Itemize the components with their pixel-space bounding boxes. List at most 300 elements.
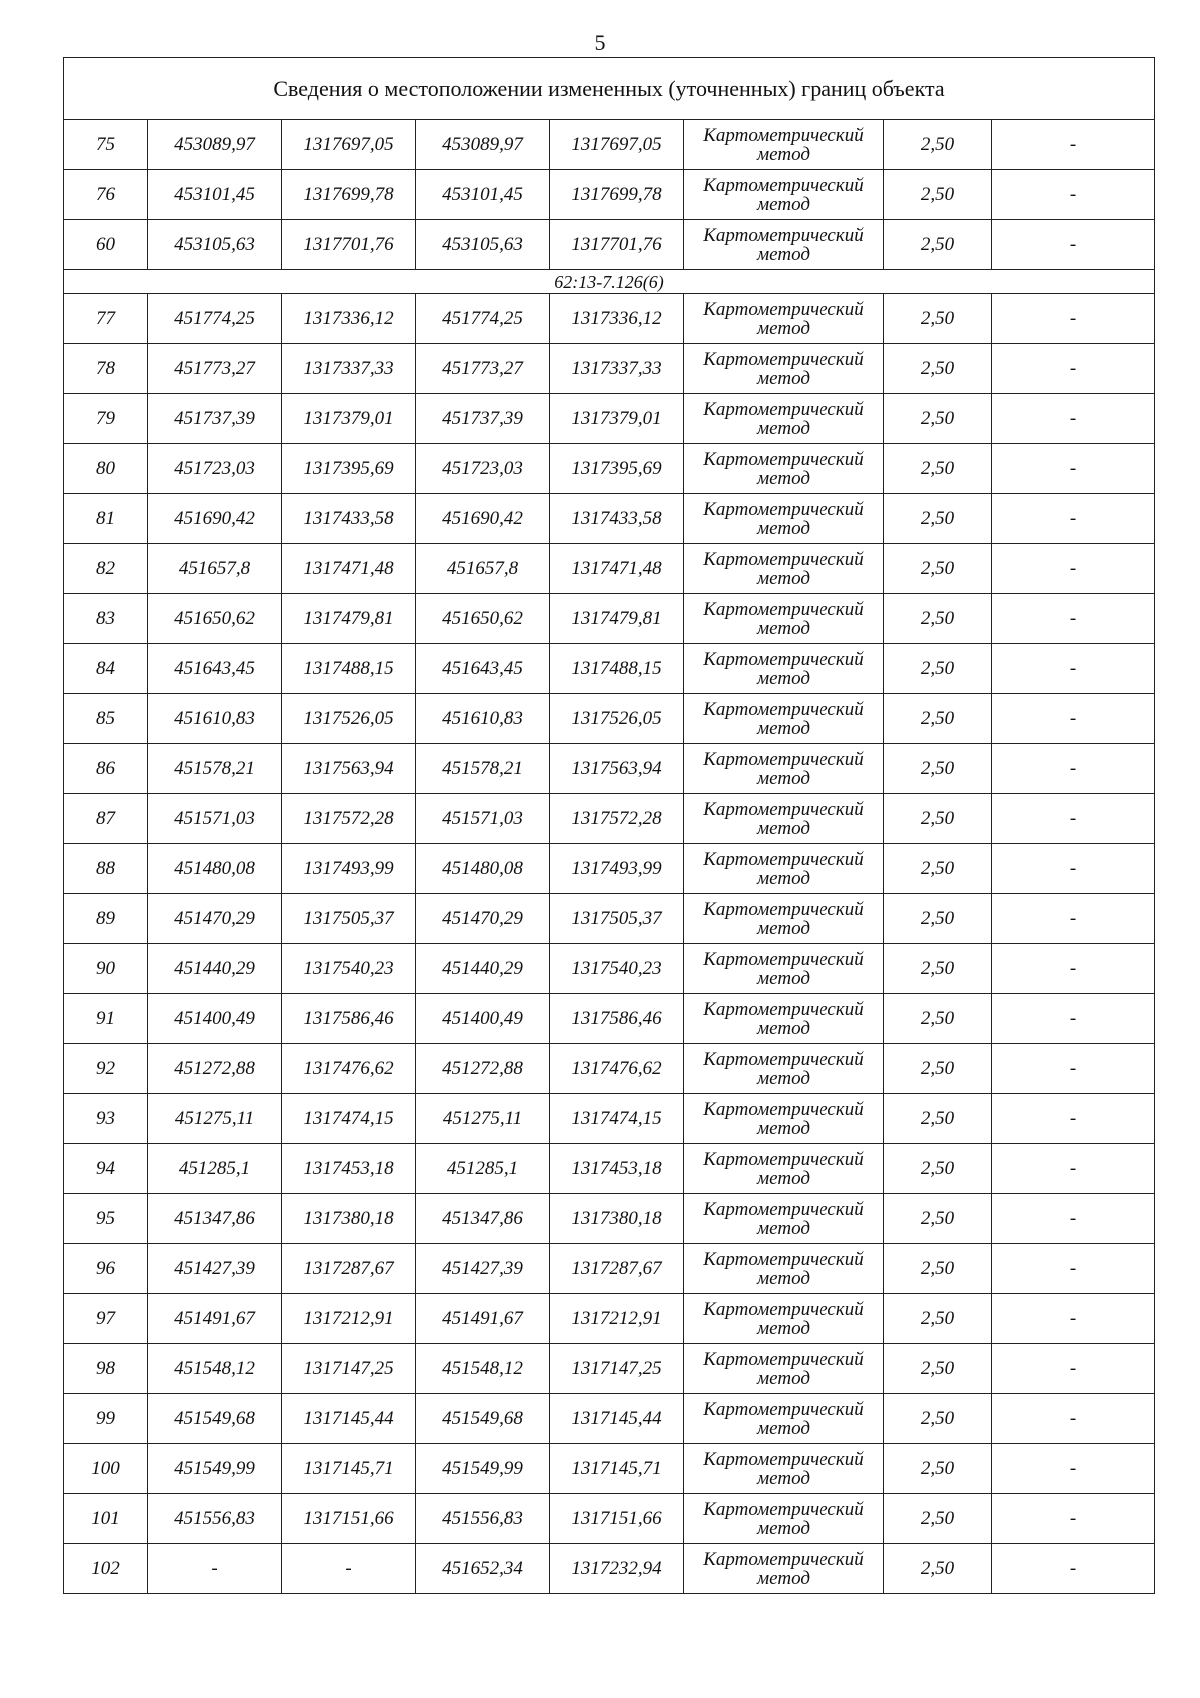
cell-existing-x: 451548,12: [148, 1344, 282, 1394]
method-line-2: метод: [757, 243, 810, 265]
cell-method: [684, 744, 884, 794]
cell-description: -: [992, 944, 1155, 994]
cell-existing-x: 451650,62: [148, 594, 282, 644]
cell-description: -: [992, 1194, 1155, 1244]
method-line-2: метод: [757, 1317, 810, 1339]
cell-refined-y: 1317147,25: [550, 1344, 684, 1394]
cell-point-number: 60: [64, 220, 148, 270]
cell-method: [684, 894, 884, 944]
cell-accuracy: 2,50: [884, 1244, 992, 1294]
cell-existing-x: 451347,86: [148, 1194, 282, 1244]
cell-accuracy: 2,50: [884, 794, 992, 844]
method-line-2: метод: [757, 1467, 810, 1489]
cell-description: -: [992, 444, 1155, 494]
cell-accuracy: 2,50: [884, 994, 992, 1044]
method-line-2: метод: [757, 1367, 810, 1389]
method-line-2: метод: [757, 567, 810, 589]
cell-refined-y: 1317287,67: [550, 1244, 684, 1294]
cell-method: [684, 170, 884, 220]
cell-description: -: [992, 170, 1155, 220]
method-line-1: Картометрический: [703, 1398, 864, 1420]
method-line-2: метод: [757, 1517, 810, 1539]
cell-existing-x: 451470,29: [148, 894, 282, 944]
cell-refined-y: 1317337,33: [550, 344, 684, 394]
method-line-1: Картометрический: [703, 348, 864, 370]
cell-method: [684, 844, 884, 894]
method-line-1: Картометрический: [703, 1248, 864, 1270]
table-row: [64, 220, 1155, 270]
table-row: [64, 994, 1155, 1044]
cell-refined-y: 1317336,12: [550, 294, 684, 344]
table-title-row: [64, 58, 1155, 120]
cell-refined-y: 1317540,23: [550, 944, 684, 994]
cell-point-number: 75: [64, 120, 148, 170]
cell-refined-x: 451272,88: [416, 1044, 550, 1094]
cell-accuracy: 2,50: [884, 1394, 992, 1444]
cell-description: -: [992, 1394, 1155, 1444]
cell-refined-x: 451275,11: [416, 1094, 550, 1144]
cell-refined-x: 451549,99: [416, 1444, 550, 1494]
method-line-2: метод: [757, 1217, 810, 1239]
cell-existing-y: 1317505,37: [282, 894, 416, 944]
table-row: [64, 444, 1155, 494]
table-row: [64, 394, 1155, 444]
cell-existing-y: 1317474,15: [282, 1094, 416, 1144]
section-row: [64, 270, 1155, 294]
cell-refined-x: 451285,1: [416, 1144, 550, 1194]
cell-accuracy: 2,50: [884, 1044, 992, 1094]
method-line-2: метод: [757, 517, 810, 539]
table-row: [64, 694, 1155, 744]
cell-existing-y: 1317151,66: [282, 1494, 416, 1544]
cell-description: -: [992, 1094, 1155, 1144]
method-line-1: Картометрический: [703, 498, 864, 520]
cell-accuracy: 2,50: [884, 894, 992, 944]
method-line-2: метод: [757, 617, 810, 639]
method-line-1: Картометрический: [703, 598, 864, 620]
table-row: [64, 1494, 1155, 1544]
table-row: [64, 544, 1155, 594]
cell-point-number: 78: [64, 344, 148, 394]
cell-existing-x: 451571,03: [148, 794, 282, 844]
cell-accuracy: 2,50: [884, 394, 992, 444]
cell-existing-x: 453089,97: [148, 120, 282, 170]
method-line-2: метод: [757, 717, 810, 739]
cell-method: [684, 1444, 884, 1494]
cell-method: [684, 544, 884, 594]
cell-method: [684, 494, 884, 544]
cell-refined-y: 1317395,69: [550, 444, 684, 494]
method-line-1: Картометрический: [703, 298, 864, 320]
cell-existing-y: 1317336,12: [282, 294, 416, 344]
method-line-1: Картометрический: [703, 1348, 864, 1370]
cell-existing-x: 451774,25: [148, 294, 282, 344]
cell-description: -: [992, 694, 1155, 744]
method-line-1: Картометрический: [703, 1098, 864, 1120]
cell-description: -: [992, 120, 1155, 170]
cell-existing-x: 451272,88: [148, 1044, 282, 1094]
table-row: [64, 1344, 1155, 1394]
cell-existing-y: 1317212,91: [282, 1294, 416, 1344]
cell-existing-y: 1317433,58: [282, 494, 416, 544]
cell-method: [684, 444, 884, 494]
method-line-2: метод: [757, 967, 810, 989]
cell-description: -: [992, 544, 1155, 594]
cell-description: -: [992, 1344, 1155, 1394]
cell-accuracy: 2,50: [884, 1544, 992, 1594]
cell-refined-x: 451427,39: [416, 1244, 550, 1294]
cell-existing-y: 1317287,67: [282, 1244, 416, 1294]
cell-existing-x: 453101,45: [148, 170, 282, 220]
cell-accuracy: 2,50: [884, 1344, 992, 1394]
cell-accuracy: 2,50: [884, 694, 992, 744]
table-row: [64, 644, 1155, 694]
method-line-2: метод: [757, 417, 810, 439]
cell-existing-x: 451275,11: [148, 1094, 282, 1144]
cell-accuracy: 2,50: [884, 944, 992, 994]
method-line-2: метод: [757, 817, 810, 839]
cell-refined-x: 451737,39: [416, 394, 550, 444]
cell-method: [684, 344, 884, 394]
cell-refined-x: 451571,03: [416, 794, 550, 844]
cell-existing-x: 451549,99: [148, 1444, 282, 1494]
cell-description: -: [992, 1494, 1155, 1544]
cell-method: [684, 120, 884, 170]
method-line-2: метод: [757, 1567, 810, 1589]
cell-refined-y: 1317145,71: [550, 1444, 684, 1494]
cell-existing-x: 451657,8: [148, 544, 282, 594]
method-line-1: Картометрический: [703, 898, 864, 920]
cell-accuracy: 2,50: [884, 1494, 992, 1544]
cell-existing-y: 1317699,78: [282, 170, 416, 220]
cell-refined-y: 1317380,18: [550, 1194, 684, 1244]
cell-refined-x: 453101,45: [416, 170, 550, 220]
cell-point-number: 99: [64, 1394, 148, 1444]
cell-refined-y: 1317699,78: [550, 170, 684, 220]
cell-point-number: 90: [64, 944, 148, 994]
cell-method: [684, 220, 884, 270]
method-line-1: Картометрический: [703, 548, 864, 570]
cell-description: -: [992, 294, 1155, 344]
boundary-coordinates-table: [63, 57, 1155, 1594]
cell-point-number: 92: [64, 1044, 148, 1094]
cell-refined-x: 451690,42: [416, 494, 550, 544]
cell-accuracy: 2,50: [884, 644, 992, 694]
cell-method: [684, 644, 884, 694]
cell-method: [684, 1244, 884, 1294]
method-line-1: Картометрический: [703, 698, 864, 720]
cell-existing-x: 451427,39: [148, 1244, 282, 1294]
method-line-2: метод: [757, 1267, 810, 1289]
cell-method: [684, 1294, 884, 1344]
cell-existing-x: 451491,67: [148, 1294, 282, 1344]
cell-point-number: 76: [64, 170, 148, 220]
method-line-1: Картометрический: [703, 848, 864, 870]
cell-refined-x: 451643,45: [416, 644, 550, 694]
cell-method: [684, 694, 884, 744]
cell-existing-x: 451440,29: [148, 944, 282, 994]
cell-accuracy: 2,50: [884, 1444, 992, 1494]
method-line-2: метод: [757, 1417, 810, 1439]
method-line-1: Картометрический: [703, 1198, 864, 1220]
cell-method: [684, 1044, 884, 1094]
table-row: [64, 1544, 1155, 1594]
method-line-1: Картометрический: [703, 948, 864, 970]
method-line-2: метод: [757, 667, 810, 689]
cell-point-number: 86: [64, 744, 148, 794]
cell-refined-x: 451440,29: [416, 944, 550, 994]
cell-point-number: 102: [64, 1544, 148, 1594]
cell-refined-x: 453105,63: [416, 220, 550, 270]
method-line-2: метод: [757, 1067, 810, 1089]
cell-existing-y: 1317379,01: [282, 394, 416, 444]
cell-existing-y: 1317572,28: [282, 794, 416, 844]
cell-description: -: [992, 744, 1155, 794]
cell-existing-y: 1317493,99: [282, 844, 416, 894]
cell-refined-x: 451650,62: [416, 594, 550, 644]
cell-refined-x: 451470,29: [416, 894, 550, 944]
cell-refined-y: 1317572,28: [550, 794, 684, 844]
cell-point-number: 93: [64, 1094, 148, 1144]
cell-refined-y: 1317701,76: [550, 220, 684, 270]
method-line-1: Картометрический: [703, 748, 864, 770]
table-row: [64, 594, 1155, 644]
cell-existing-x: 451556,83: [148, 1494, 282, 1544]
cell-existing-y: 1317540,23: [282, 944, 416, 994]
cell-existing-y: 1317476,62: [282, 1044, 416, 1094]
cell-existing-x: 451480,08: [148, 844, 282, 894]
cell-refined-x: 451773,27: [416, 344, 550, 394]
cell-method: [684, 1344, 884, 1394]
cell-description: -: [992, 844, 1155, 894]
cell-description: -: [992, 794, 1155, 844]
table-row: [64, 294, 1155, 344]
cell-description: -: [992, 1144, 1155, 1194]
cell-point-number: 88: [64, 844, 148, 894]
cell-existing-y: 1317147,25: [282, 1344, 416, 1394]
cell-description: -: [992, 1294, 1155, 1344]
cell-point-number: 81: [64, 494, 148, 544]
method-line-2: метод: [757, 143, 810, 165]
table-row: [64, 1444, 1155, 1494]
cell-method: [684, 1144, 884, 1194]
table-row: [64, 844, 1155, 894]
cell-existing-y: 1317526,05: [282, 694, 416, 744]
cell-method: [684, 994, 884, 1044]
cell-refined-x: 451556,83: [416, 1494, 550, 1544]
cell-refined-x: 451774,25: [416, 294, 550, 344]
cell-refined-y: 1317453,18: [550, 1144, 684, 1194]
cell-method: [684, 594, 884, 644]
method-line-1: Картометрический: [703, 1048, 864, 1070]
cell-existing-x: 451578,21: [148, 744, 282, 794]
method-line-1: Картометрический: [703, 1548, 864, 1570]
cell-refined-y: 1317471,48: [550, 544, 684, 594]
cell-existing-x: 451643,45: [148, 644, 282, 694]
cell-method: [684, 1394, 884, 1444]
cell-refined-y: 1317505,37: [550, 894, 684, 944]
cell-point-number: 97: [64, 1294, 148, 1344]
cell-refined-x: 451347,86: [416, 1194, 550, 1244]
method-line-1: Картометрический: [703, 224, 864, 246]
method-line-2: метод: [757, 467, 810, 489]
method-line-1: Картометрический: [703, 998, 864, 1020]
cell-refined-x: 451657,8: [416, 544, 550, 594]
cell-existing-y: 1317453,18: [282, 1144, 416, 1194]
cell-point-number: 77: [64, 294, 148, 344]
cell-refined-x: 451578,21: [416, 744, 550, 794]
table-row: [64, 120, 1155, 170]
cell-existing-x: 451773,27: [148, 344, 282, 394]
cell-refined-y: 1317586,46: [550, 994, 684, 1044]
cell-existing-y: 1317337,33: [282, 344, 416, 394]
cell-point-number: 95: [64, 1194, 148, 1244]
cell-accuracy: 2,50: [884, 1294, 992, 1344]
table-row: [64, 170, 1155, 220]
cell-refined-y: 1317563,94: [550, 744, 684, 794]
cell-refined-y: 1317379,01: [550, 394, 684, 444]
cell-existing-x: 451737,39: [148, 394, 282, 444]
cell-point-number: 82: [64, 544, 148, 594]
cell-description: -: [992, 1244, 1155, 1294]
section-label: 62:13-7.126(6): [64, 270, 1155, 294]
cell-existing-y: -: [282, 1544, 416, 1594]
cell-refined-x: 451548,12: [416, 1344, 550, 1394]
cell-point-number: 83: [64, 594, 148, 644]
cell-description: -: [992, 344, 1155, 394]
cell-point-number: 85: [64, 694, 148, 744]
cell-accuracy: 2,50: [884, 1194, 992, 1244]
method-line-2: метод: [757, 317, 810, 339]
cell-accuracy: 2,50: [884, 844, 992, 894]
cell-point-number: 96: [64, 1244, 148, 1294]
cell-refined-y: 1317232,94: [550, 1544, 684, 1594]
table-row: [64, 1394, 1155, 1444]
cell-description: -: [992, 894, 1155, 944]
cell-method: [684, 794, 884, 844]
cell-refined-x: 451549,68: [416, 1394, 550, 1444]
cell-existing-y: 1317471,48: [282, 544, 416, 594]
table-row: [64, 1194, 1155, 1244]
method-line-1: Картометрический: [703, 1148, 864, 1170]
cell-refined-x: 451723,03: [416, 444, 550, 494]
cell-accuracy: 2,50: [884, 170, 992, 220]
cell-description: -: [992, 1444, 1155, 1494]
cell-refined-x: 453089,97: [416, 120, 550, 170]
table-row: [64, 944, 1155, 994]
cell-description: -: [992, 220, 1155, 270]
cell-accuracy: 2,50: [884, 494, 992, 544]
cell-method: [684, 1494, 884, 1544]
cell-accuracy: 2,50: [884, 120, 992, 170]
method-line-1: Картометрический: [703, 398, 864, 420]
method-line-2: метод: [757, 1117, 810, 1139]
cell-description: -: [992, 994, 1155, 1044]
cell-point-number: 80: [64, 444, 148, 494]
cell-accuracy: 2,50: [884, 744, 992, 794]
cell-point-number: 84: [64, 644, 148, 694]
cell-method: [684, 294, 884, 344]
cell-refined-y: 1317151,66: [550, 1494, 684, 1544]
cell-accuracy: 2,50: [884, 344, 992, 394]
cell-description: -: [992, 494, 1155, 544]
cell-description: -: [992, 594, 1155, 644]
cell-existing-y: 1317145,44: [282, 1394, 416, 1444]
cell-existing-x: 451723,03: [148, 444, 282, 494]
cell-method: [684, 944, 884, 994]
cell-point-number: 100: [64, 1444, 148, 1494]
method-line-2: метод: [757, 767, 810, 789]
cell-accuracy: 2,50: [884, 1144, 992, 1194]
cell-refined-y: 1317433,58: [550, 494, 684, 544]
method-line-1: Картометрический: [703, 124, 864, 146]
cell-method: [684, 1544, 884, 1594]
cell-existing-y: 1317380,18: [282, 1194, 416, 1244]
cell-description: -: [992, 1544, 1155, 1594]
method-line-2: метод: [757, 193, 810, 215]
method-line-2: метод: [757, 867, 810, 889]
cell-point-number: 98: [64, 1344, 148, 1394]
cell-refined-y: 1317145,44: [550, 1394, 684, 1444]
cell-point-number: 89: [64, 894, 148, 944]
cell-existing-x: 451549,68: [148, 1394, 282, 1444]
cell-accuracy: 2,50: [884, 594, 992, 644]
cell-existing-y: 1317586,46: [282, 994, 416, 1044]
cell-existing-y: 1317145,71: [282, 1444, 416, 1494]
table-row: [64, 1244, 1155, 1294]
method-line-1: Картометрический: [703, 448, 864, 470]
cell-existing-y: 1317697,05: [282, 120, 416, 170]
cell-existing-y: 1317479,81: [282, 594, 416, 644]
cell-refined-x: 451610,83: [416, 694, 550, 744]
cell-method: [684, 1094, 884, 1144]
method-line-1: Картометрический: [703, 648, 864, 670]
cell-refined-x: 451652,34: [416, 1544, 550, 1594]
cell-description: -: [992, 394, 1155, 444]
cell-refined-y: 1317479,81: [550, 594, 684, 644]
cell-existing-y: 1317563,94: [282, 744, 416, 794]
table-title: Сведения о местоположении измененных (уточненных) границ объекта: [64, 58, 1155, 120]
cell-refined-y: 1317697,05: [550, 120, 684, 170]
method-line-1: Картометрический: [703, 1448, 864, 1470]
table-body: [64, 58, 1155, 1594]
table-row: [64, 744, 1155, 794]
cell-point-number: 94: [64, 1144, 148, 1194]
table-row: [64, 794, 1155, 844]
cell-method: [684, 394, 884, 444]
table-row: [64, 1094, 1155, 1144]
cell-existing-x: 451285,1: [148, 1144, 282, 1194]
cell-refined-y: 1317212,91: [550, 1294, 684, 1344]
cell-point-number: 87: [64, 794, 148, 844]
cell-accuracy: 2,50: [884, 1094, 992, 1144]
cell-refined-y: 1317474,15: [550, 1094, 684, 1144]
cell-accuracy: 2,50: [884, 544, 992, 594]
cell-refined-x: 451491,67: [416, 1294, 550, 1344]
cell-accuracy: 2,50: [884, 444, 992, 494]
table-row: [64, 494, 1155, 544]
method-line-1: Картометрический: [703, 174, 864, 196]
method-line-1: Картометрический: [703, 1298, 864, 1320]
cell-existing-y: 1317395,69: [282, 444, 416, 494]
method-line-1: Картометрический: [703, 1498, 864, 1520]
cell-refined-y: 1317493,99: [550, 844, 684, 894]
table-row: [64, 894, 1155, 944]
cell-accuracy: 2,50: [884, 220, 992, 270]
method-line-2: метод: [757, 1017, 810, 1039]
table-row: [64, 1144, 1155, 1194]
cell-existing-x: 451400,49: [148, 994, 282, 1044]
